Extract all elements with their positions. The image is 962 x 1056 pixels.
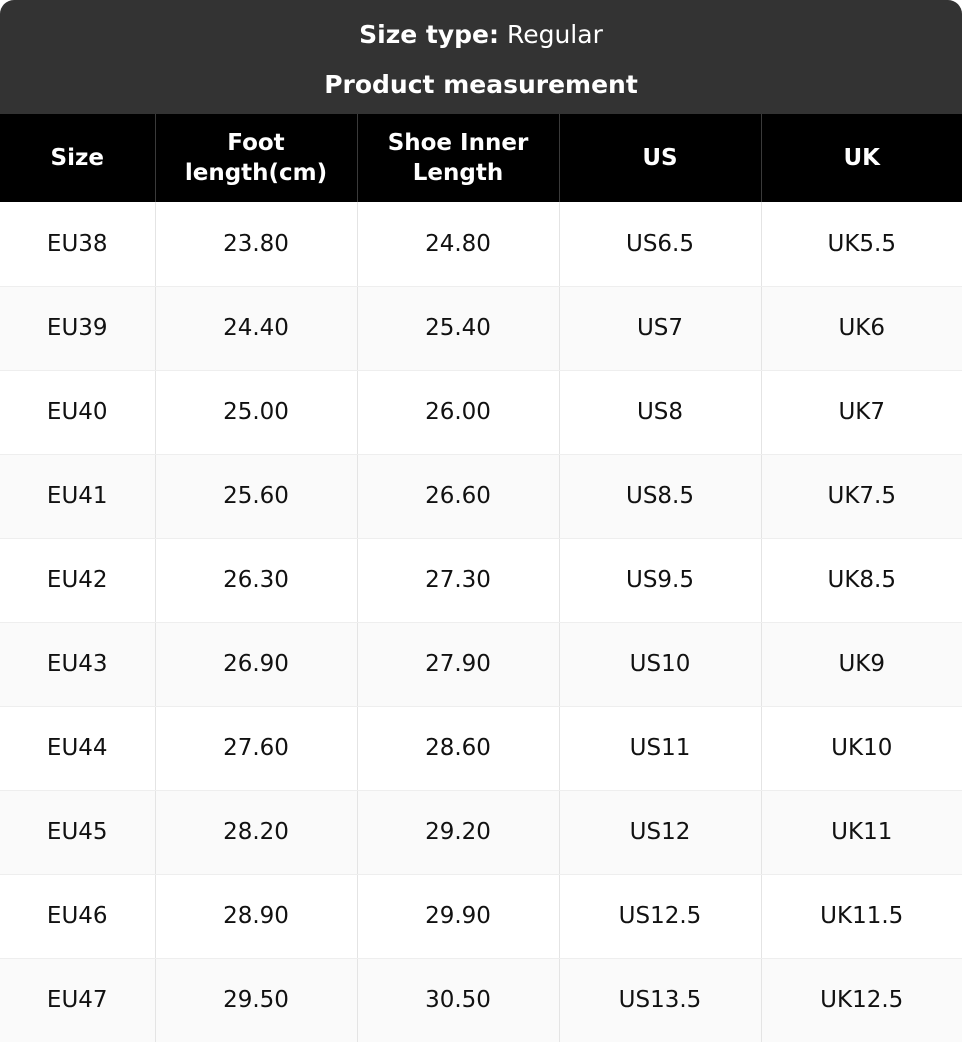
cell-us: US10: [559, 622, 761, 706]
cell-foot-length: 25.60: [155, 454, 357, 538]
cell-size: EU44: [0, 706, 155, 790]
cell-us: US11: [559, 706, 761, 790]
cell-foot-length: 24.40: [155, 286, 357, 370]
cell-uk: UK11.5: [761, 874, 962, 958]
cell-us: US12.5: [559, 874, 761, 958]
size-type-value: Regular: [506, 20, 603, 49]
cell-us: US8: [559, 370, 761, 454]
cell-size: EU38: [0, 202, 155, 286]
cell-foot-length: 26.30: [155, 538, 357, 622]
cell-size: EU43: [0, 622, 155, 706]
table-row: [0, 790, 962, 874]
cell-us: US9.5: [559, 538, 761, 622]
cell-us: US12: [559, 790, 761, 874]
cell-size: EU39: [0, 286, 155, 370]
column-header-us: US: [559, 114, 761, 202]
cell-shoe-inner-length: 24.80: [357, 202, 559, 286]
table-row: [0, 202, 962, 286]
cell-shoe-inner-length: 25.40: [357, 286, 559, 370]
chart-header: [0, 0, 962, 114]
measurement-table: [0, 114, 962, 1042]
cell-size: EU41: [0, 454, 155, 538]
cell-size: EU45: [0, 790, 155, 874]
column-header-uk: UK: [761, 114, 962, 202]
cell-us: US7: [559, 286, 761, 370]
table-head: [0, 114, 962, 202]
table-row: [0, 958, 962, 1042]
column-header-shoe-inner-length: Shoe Inner Length: [357, 114, 559, 202]
cell-foot-length: 26.90: [155, 622, 357, 706]
cell-shoe-inner-length: 26.60: [357, 454, 559, 538]
table-header-row: [0, 114, 962, 202]
cell-us: US8.5: [559, 454, 761, 538]
table-body: [0, 202, 962, 1042]
cell-foot-length: 28.90: [155, 874, 357, 958]
cell-shoe-inner-length: 26.00: [357, 370, 559, 454]
cell-shoe-inner-length: 27.90: [357, 622, 559, 706]
table-row: [0, 874, 962, 958]
size-type-line: [10, 18, 952, 52]
cell-shoe-inner-length: 29.20: [357, 790, 559, 874]
cell-size: EU40: [0, 370, 155, 454]
cell-foot-length: 29.50: [155, 958, 357, 1042]
cell-uk: UK7.5: [761, 454, 962, 538]
cell-shoe-inner-length: 29.90: [357, 874, 559, 958]
table-row: [0, 454, 962, 538]
cell-shoe-inner-length: 30.50: [357, 958, 559, 1042]
cell-size: EU47: [0, 958, 155, 1042]
cell-shoe-inner-length: 28.60: [357, 706, 559, 790]
table-row: [0, 622, 962, 706]
size-type-label: Size type:: [359, 20, 500, 49]
table-row: [0, 538, 962, 622]
cell-us: US6.5: [559, 202, 761, 286]
cell-uk: UK12.5: [761, 958, 962, 1042]
cell-uk: UK5.5: [761, 202, 962, 286]
cell-uk: UK10: [761, 706, 962, 790]
cell-uk: UK8.5: [761, 538, 962, 622]
cell-size: EU42: [0, 538, 155, 622]
cell-uk: UK11: [761, 790, 962, 874]
table-row: [0, 706, 962, 790]
cell-foot-length: 25.00: [155, 370, 357, 454]
cell-foot-length: 27.60: [155, 706, 357, 790]
cell-us: US13.5: [559, 958, 761, 1042]
table-row: [0, 370, 962, 454]
table-row: [0, 286, 962, 370]
cell-uk: UK9: [761, 622, 962, 706]
column-header-size: Size: [0, 114, 155, 202]
product-measurement-title: Product measurement: [324, 70, 638, 99]
cell-size: EU46: [0, 874, 155, 958]
cell-foot-length: 23.80: [155, 202, 357, 286]
cell-foot-length: 28.20: [155, 790, 357, 874]
cell-shoe-inner-length: 27.30: [357, 538, 559, 622]
cell-uk: UK7: [761, 370, 962, 454]
column-header-foot-length: Foot length(cm): [155, 114, 357, 202]
cell-uk: UK6: [761, 286, 962, 370]
